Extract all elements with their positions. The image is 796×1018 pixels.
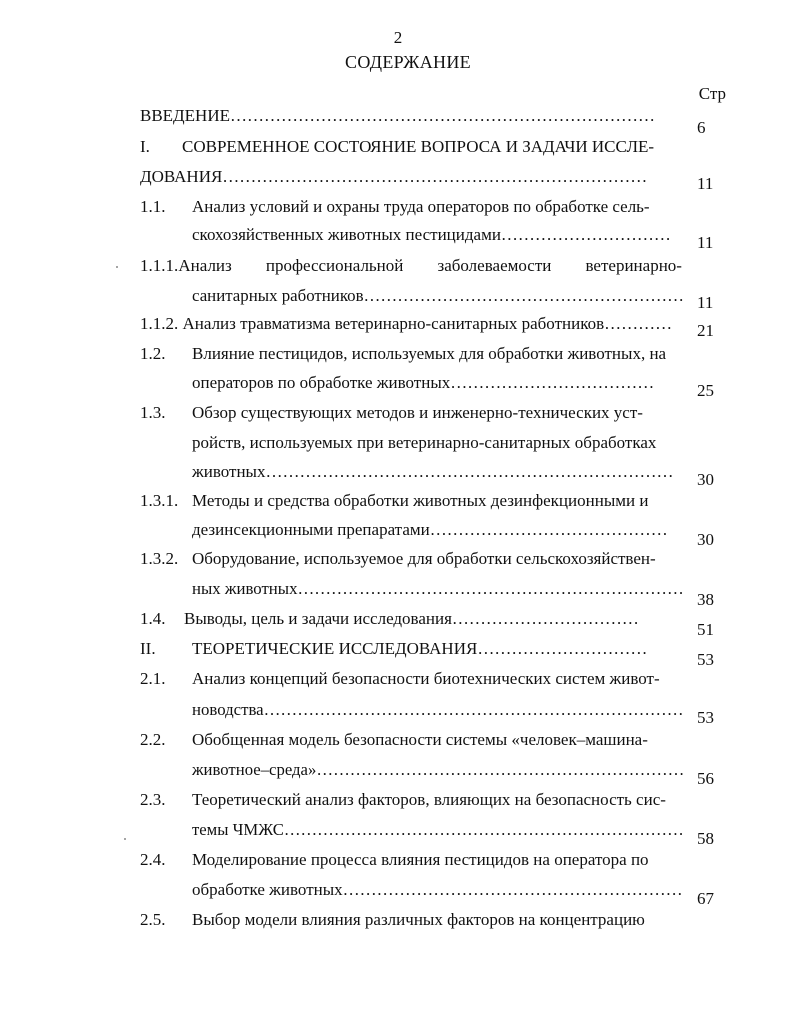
toc-entry-s22-line1: Обобщенная модель безопасности системы «человек–машина- xyxy=(192,730,648,749)
toc-entry-s13-line2: ройств, используемых при ветеринарно-санитарных обработках xyxy=(192,433,657,452)
toc-page-s24: 67 xyxy=(697,889,714,908)
toc-page-s2: 53 xyxy=(697,650,714,669)
toc-entry-s22-line2: животное–среда»………………………………………………………… xyxy=(192,760,685,779)
toc-entry-s21-line2: новодства………………………………………………………………… xyxy=(192,700,684,719)
toc-page-s12: 25 xyxy=(697,381,714,400)
toc-entry-s24-line2: обработке животных…………………………………………………… xyxy=(192,880,683,899)
toc-number-s2: II. xyxy=(140,639,156,658)
toc-entry-s13-line1: Обзор существующих методов и инженерно-технических уст- xyxy=(192,403,643,422)
toc-entry-s23-line1: Теоретический анализ факторов, влияющих на безопасность сис- xyxy=(192,790,666,809)
page-column-header: Стр xyxy=(698,84,726,103)
toc-entry-s13-line3: животных……………………………………………………………… xyxy=(192,462,674,481)
toc-entry-s2-line1: ТЕОРЕТИЧЕСКИЕ ИССЛЕДОВАНИЯ………………………… xyxy=(192,639,648,658)
toc-entry-s23-line2: темы ЧМЖС……………………………………………………………… xyxy=(192,820,684,839)
toc-entry-s14-line1: Выводы, цель и задачи исследования…………………………… xyxy=(184,609,639,628)
scan-speck xyxy=(116,266,118,268)
toc-entry-s111-line1 xyxy=(140,255,682,277)
toc-entry-s1-line1: СОВРЕМЕННОЕ СОСТОЯНИЕ ВОПРОСА И ЗАДАЧИ ИССЛЕ- xyxy=(182,137,655,156)
toc-entry-s131-line1: Методы и средства обработки животных дезинфекционными и xyxy=(192,491,649,510)
toc-number-s24: 2.4. xyxy=(140,850,166,869)
toc-number-s12: 1.2. xyxy=(140,344,166,363)
toc-entry-s21-line1: Анализ концепций безопасности биотехнических систем живот- xyxy=(192,669,660,688)
toc-entry-s132-line1: Оборудование, используемое для обработки сельскохозяйствен- xyxy=(192,549,656,568)
toc-number-s21: 2.1. xyxy=(140,669,166,688)
toc-entry-s24-line1: Моделирование процесса влияния пестицидов на оператора по xyxy=(192,850,649,869)
toc-page-s11: 11 xyxy=(697,233,714,252)
toc-page-s21: 53 xyxy=(697,708,714,727)
toc-number-s131: 1.3.1. xyxy=(140,491,179,510)
toc-number-s13: 1.3. xyxy=(140,403,166,422)
toc-entry-s12-line1: Влияние пестицидов, используемых для обработки животных, на xyxy=(192,344,667,363)
toc-word: профессиональной xyxy=(265,256,404,275)
toc-number-s22: 2.2. xyxy=(140,730,166,749)
toc-entry-s111-line2: санитарных работников………………………………………………… xyxy=(192,286,684,305)
toc-page-s23: 58 xyxy=(697,829,714,848)
toc-number-s25: 2.5. xyxy=(140,910,166,929)
toc-page-s111: 11 xyxy=(697,293,714,312)
toc-entry-s132-line2: ных животных…………………………………………………………… xyxy=(192,579,684,598)
toc-page-s112: 21 xyxy=(697,321,714,340)
toc-number-s111: 1.1.1. xyxy=(140,256,179,275)
toc-page-s132: 38 xyxy=(697,590,714,609)
toc-word: ветеринарно- xyxy=(585,256,682,275)
toc-number-s11: 1.1. xyxy=(140,197,166,216)
page-number: 2 xyxy=(393,28,403,47)
toc-entry-s1-line2: ДОВАНИЯ………………………………………………………………… xyxy=(140,167,648,186)
toc-page-s13: 30 xyxy=(697,470,714,489)
toc-number-s132: 1.3.2. xyxy=(140,549,179,568)
toc-word: Анализ xyxy=(178,256,232,275)
toc-number-s23: 2.3. xyxy=(140,790,166,809)
scan-speck xyxy=(124,838,126,840)
toc-entry-s11-line2: скохозяйственных животных пестицидами………………………… xyxy=(192,225,671,244)
toc-entry-s11-line1: Анализ условий и охраны труда операторов по обработке сель- xyxy=(192,197,650,216)
toc-number-s14: 1.4. xyxy=(140,609,166,628)
toc-page-s1: 11 xyxy=(697,174,714,193)
toc-entry-s131-line2: дезинсекционными препаратами…………………………………… xyxy=(192,520,668,539)
page-title: СОДЕРЖАНИЕ xyxy=(345,52,471,72)
toc-page-intro: 6 xyxy=(697,118,706,137)
toc-page-s131: 30 xyxy=(697,530,714,549)
toc-entry-intro: ВВЕДЕНИЕ………………………………………………………………… xyxy=(140,106,655,125)
toc-entry-s25-line1: Выбор модели влияния различных факторов на концентрацию xyxy=(192,910,645,929)
toc-page-s22: 56 xyxy=(697,769,714,788)
toc-entry-s12-line2: операторов по обработке животных……………………………… xyxy=(192,373,655,392)
toc-page-s14: 51 xyxy=(697,620,714,639)
toc-number-s1: I. xyxy=(140,137,150,156)
toc-word: заболеваемости xyxy=(437,256,552,275)
toc-entry-s112: 1.1.2. Анализ травматизма ветеринарно-санитарных работников………… xyxy=(140,314,673,333)
